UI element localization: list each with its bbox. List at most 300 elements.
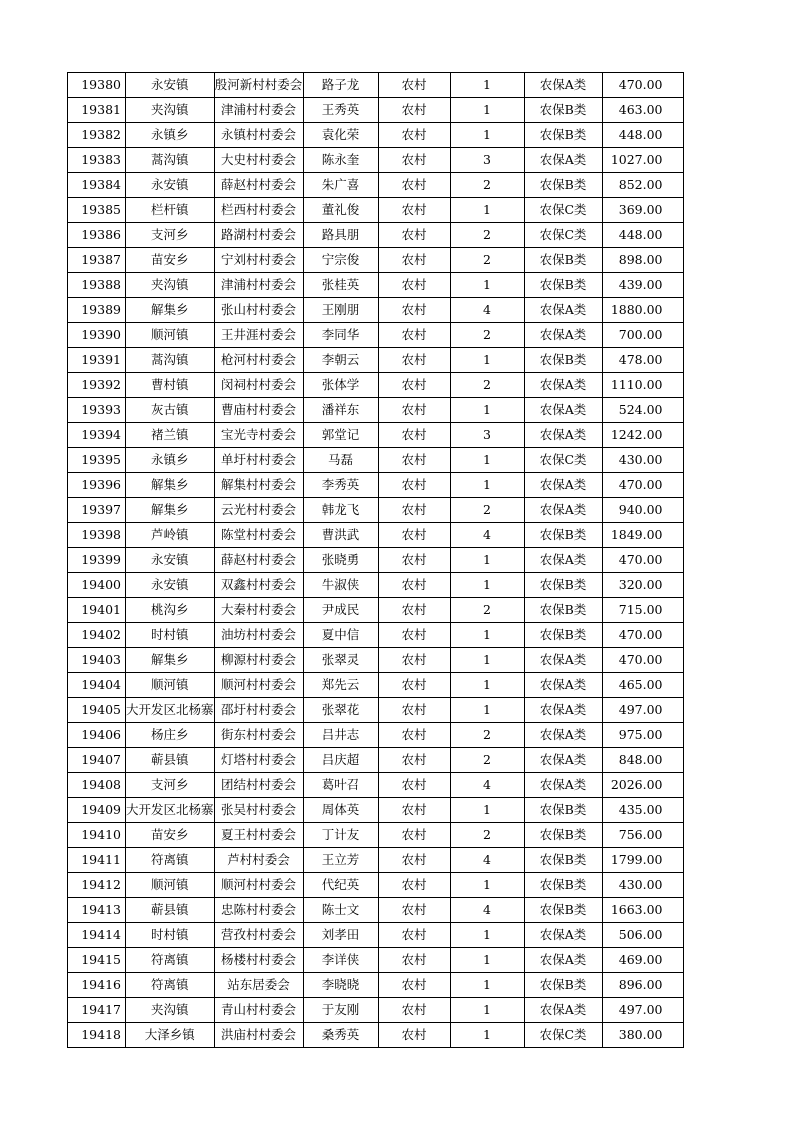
area-type-cell: 农村 bbox=[378, 873, 450, 898]
insurance-class-cell: 农保A类 bbox=[524, 373, 602, 398]
village-cell: 夏王村村委会 bbox=[214, 823, 303, 848]
village-cell: 洪庙村村委会 bbox=[214, 1023, 303, 1048]
household-count-cell: 2 bbox=[450, 723, 524, 748]
amount-cell: 975.00 bbox=[602, 723, 683, 748]
amount-cell: 430.00 bbox=[602, 448, 683, 473]
record-id: 19393 bbox=[68, 398, 126, 423]
table-row bbox=[68, 248, 684, 273]
person-name-cell: 路子龙 bbox=[303, 73, 378, 98]
town-cell: 夹沟镇 bbox=[126, 998, 215, 1023]
table-row bbox=[68, 323, 684, 348]
village-cell: 营孜村村委会 bbox=[214, 923, 303, 948]
insurance-class-cell: 农保B类 bbox=[524, 123, 602, 148]
village-cell: 青山村村委会 bbox=[214, 998, 303, 1023]
town-cell: 顺河镇 bbox=[126, 323, 215, 348]
person-name-cell: 李同华 bbox=[303, 323, 378, 348]
household-count-cell: 1 bbox=[450, 998, 524, 1023]
insurance-class-cell: 农保A类 bbox=[524, 673, 602, 698]
household-count-cell: 1 bbox=[450, 948, 524, 973]
table-row bbox=[68, 348, 684, 373]
town-cell: 解集乡 bbox=[126, 498, 215, 523]
record-id: 19408 bbox=[68, 773, 126, 798]
town-cell: 顺河镇 bbox=[126, 673, 215, 698]
town-cell: 大泽乡镇 bbox=[126, 1023, 215, 1048]
table-row bbox=[68, 623, 684, 648]
town-cell: 时村镇 bbox=[126, 923, 215, 948]
record-id: 19406 bbox=[68, 723, 126, 748]
household-count-cell: 1 bbox=[450, 873, 524, 898]
village-cell: 芦村村委会 bbox=[214, 848, 303, 873]
household-count-cell: 1 bbox=[450, 673, 524, 698]
area-type-cell: 农村 bbox=[378, 923, 450, 948]
town-cell: 支河乡 bbox=[126, 773, 215, 798]
amount-cell: 463.00 bbox=[602, 98, 683, 123]
amount-cell: 2026.00 bbox=[602, 773, 683, 798]
table-row bbox=[68, 273, 684, 298]
town-cell: 褚兰镇 bbox=[126, 423, 215, 448]
village-cell: 街东村村委会 bbox=[214, 723, 303, 748]
insurance-class-cell: 农保B类 bbox=[524, 823, 602, 848]
table-row bbox=[68, 723, 684, 748]
record-id: 19389 bbox=[68, 298, 126, 323]
table-row bbox=[68, 598, 684, 623]
record-id: 19391 bbox=[68, 348, 126, 373]
person-name-cell: 王立芳 bbox=[303, 848, 378, 873]
town-cell: 符离镇 bbox=[126, 973, 215, 998]
town-cell: 苗安乡 bbox=[126, 248, 215, 273]
table-row bbox=[68, 698, 684, 723]
insurance-class-cell: 农保A类 bbox=[524, 148, 602, 173]
insurance-class-cell: 农保B类 bbox=[524, 173, 602, 198]
table-row bbox=[68, 73, 684, 98]
town-cell: 永安镇 bbox=[126, 73, 215, 98]
village-cell: 路湖村村委会 bbox=[214, 223, 303, 248]
amount-cell: 852.00 bbox=[602, 173, 683, 198]
person-name-cell: 刘孝田 bbox=[303, 923, 378, 948]
village-cell: 单圩村村委会 bbox=[214, 448, 303, 473]
amount-cell: 470.00 bbox=[602, 623, 683, 648]
record-id: 19411 bbox=[68, 848, 126, 873]
village-cell: 津浦村村委会 bbox=[214, 273, 303, 298]
amount-cell: 435.00 bbox=[602, 798, 683, 823]
amount-cell: 380.00 bbox=[602, 1023, 683, 1048]
table-row bbox=[68, 898, 684, 923]
amount-cell: 470.00 bbox=[602, 648, 683, 673]
record-id: 19403 bbox=[68, 648, 126, 673]
person-name-cell: 宁宗俊 bbox=[303, 248, 378, 273]
person-name-cell: 韩龙飞 bbox=[303, 498, 378, 523]
table-row bbox=[68, 148, 684, 173]
household-count-cell: 1 bbox=[450, 348, 524, 373]
person-name-cell: 牛淑侠 bbox=[303, 573, 378, 598]
town-cell: 顺河镇 bbox=[126, 873, 215, 898]
town-cell: 大开发区北杨寨 bbox=[126, 798, 215, 823]
village-cell: 陈堂村村委会 bbox=[214, 523, 303, 548]
insurance-class-cell: 农保C类 bbox=[524, 1023, 602, 1048]
village-cell: 栏西村村委会 bbox=[214, 198, 303, 223]
person-name-cell: 张桂英 bbox=[303, 273, 378, 298]
table-row bbox=[68, 473, 684, 498]
insurance-class-cell: 农保A类 bbox=[524, 423, 602, 448]
village-cell: 站东居委会 bbox=[214, 973, 303, 998]
household-count-cell: 2 bbox=[450, 248, 524, 273]
insurance-class-cell: 农保A类 bbox=[524, 998, 602, 1023]
record-id: 19392 bbox=[68, 373, 126, 398]
person-name-cell: 李晓晓 bbox=[303, 973, 378, 998]
household-count-cell: 3 bbox=[450, 148, 524, 173]
area-type-cell: 农村 bbox=[378, 573, 450, 598]
table-row bbox=[68, 773, 684, 798]
area-type-cell: 农村 bbox=[378, 73, 450, 98]
insurance-class-cell: 农保B类 bbox=[524, 573, 602, 598]
area-type-cell: 农村 bbox=[378, 848, 450, 873]
table-row bbox=[68, 748, 684, 773]
amount-cell: 715.00 bbox=[602, 598, 683, 623]
household-count-cell: 1 bbox=[450, 448, 524, 473]
amount-cell: 898.00 bbox=[602, 248, 683, 273]
person-name-cell: 陈永奎 bbox=[303, 148, 378, 173]
area-type-cell: 农村 bbox=[378, 698, 450, 723]
area-type-cell: 农村 bbox=[378, 323, 450, 348]
village-cell: 宝光寺村委会 bbox=[214, 423, 303, 448]
person-name-cell: 李详侠 bbox=[303, 948, 378, 973]
village-cell: 张山村村委会 bbox=[214, 298, 303, 323]
area-type-cell: 农村 bbox=[378, 348, 450, 373]
table-row bbox=[68, 373, 684, 398]
record-id: 19400 bbox=[68, 573, 126, 598]
amount-cell: 940.00 bbox=[602, 498, 683, 523]
person-name-cell: 马磊 bbox=[303, 448, 378, 473]
record-id: 19407 bbox=[68, 748, 126, 773]
town-cell: 永镇乡 bbox=[126, 448, 215, 473]
household-count-cell: 1 bbox=[450, 648, 524, 673]
household-count-cell: 2 bbox=[450, 498, 524, 523]
record-id: 19413 bbox=[68, 898, 126, 923]
amount-cell: 470.00 bbox=[602, 73, 683, 98]
area-type-cell: 农村 bbox=[378, 398, 450, 423]
area-type-cell: 农村 bbox=[378, 123, 450, 148]
household-count-cell: 2 bbox=[450, 373, 524, 398]
area-type-cell: 农村 bbox=[378, 673, 450, 698]
household-count-cell: 1 bbox=[450, 273, 524, 298]
household-count-cell: 4 bbox=[450, 523, 524, 548]
record-id: 19396 bbox=[68, 473, 126, 498]
town-cell: 蕲县镇 bbox=[126, 898, 215, 923]
table-row bbox=[68, 948, 684, 973]
amount-cell: 478.00 bbox=[602, 348, 683, 373]
household-count-cell: 1 bbox=[450, 73, 524, 98]
village-cell: 顺河村村委会 bbox=[214, 873, 303, 898]
insurance-class-cell: 农保A类 bbox=[524, 298, 602, 323]
town-cell: 灰古镇 bbox=[126, 398, 215, 423]
village-cell: 闵祠村村委会 bbox=[214, 373, 303, 398]
household-count-cell: 4 bbox=[450, 773, 524, 798]
village-cell: 顺河村村委会 bbox=[214, 673, 303, 698]
insurance-class-cell: 农保B类 bbox=[524, 248, 602, 273]
town-cell: 永安镇 bbox=[126, 548, 215, 573]
table-row bbox=[68, 123, 684, 148]
record-id: 19390 bbox=[68, 323, 126, 348]
records-table bbox=[67, 72, 684, 1048]
amount-cell: 756.00 bbox=[602, 823, 683, 848]
area-type-cell: 农村 bbox=[378, 448, 450, 473]
area-type-cell: 农村 bbox=[378, 148, 450, 173]
table-row bbox=[68, 398, 684, 423]
town-cell: 曹村镇 bbox=[126, 373, 215, 398]
household-count-cell: 1 bbox=[450, 548, 524, 573]
person-name-cell: 尹成民 bbox=[303, 598, 378, 623]
person-name-cell: 曹洪武 bbox=[303, 523, 378, 548]
town-cell: 栏杆镇 bbox=[126, 198, 215, 223]
table-row bbox=[68, 198, 684, 223]
person-name-cell: 张体学 bbox=[303, 373, 378, 398]
amount-cell: 470.00 bbox=[602, 473, 683, 498]
village-cell: 云光村村委会 bbox=[214, 498, 303, 523]
town-cell: 苗安乡 bbox=[126, 823, 215, 848]
area-type-cell: 农村 bbox=[378, 373, 450, 398]
village-cell: 薛赵村村委会 bbox=[214, 173, 303, 198]
table-row bbox=[68, 298, 684, 323]
person-name-cell: 张翠灵 bbox=[303, 648, 378, 673]
table-row bbox=[68, 823, 684, 848]
person-name-cell: 李秀英 bbox=[303, 473, 378, 498]
area-type-cell: 农村 bbox=[378, 423, 450, 448]
town-cell: 蕲县镇 bbox=[126, 748, 215, 773]
record-id: 19405 bbox=[68, 698, 126, 723]
household-count-cell: 1 bbox=[450, 623, 524, 648]
town-cell: 永镇乡 bbox=[126, 123, 215, 148]
table-row bbox=[68, 648, 684, 673]
person-name-cell: 张晓勇 bbox=[303, 548, 378, 573]
village-cell: 津浦村村委会 bbox=[214, 98, 303, 123]
town-cell: 符离镇 bbox=[126, 848, 215, 873]
amount-cell: 448.00 bbox=[602, 123, 683, 148]
amount-cell: 448.00 bbox=[602, 223, 683, 248]
person-name-cell: 陈士文 bbox=[303, 898, 378, 923]
household-count-cell: 2 bbox=[450, 598, 524, 623]
household-count-cell: 1 bbox=[450, 798, 524, 823]
amount-cell: 848.00 bbox=[602, 748, 683, 773]
record-id: 19386 bbox=[68, 223, 126, 248]
household-count-cell: 2 bbox=[450, 323, 524, 348]
record-id: 19402 bbox=[68, 623, 126, 648]
area-type-cell: 农村 bbox=[378, 198, 450, 223]
person-name-cell: 郑先云 bbox=[303, 673, 378, 698]
person-name-cell: 于友刚 bbox=[303, 998, 378, 1023]
insurance-class-cell: 农保A类 bbox=[524, 398, 602, 423]
household-count-cell: 2 bbox=[450, 823, 524, 848]
village-cell: 大秦村村委会 bbox=[214, 598, 303, 623]
area-type-cell: 农村 bbox=[378, 723, 450, 748]
record-id: 19414 bbox=[68, 923, 126, 948]
area-type-cell: 农村 bbox=[378, 623, 450, 648]
amount-cell: 896.00 bbox=[602, 973, 683, 998]
insurance-class-cell: 农保B类 bbox=[524, 98, 602, 123]
amount-cell: 439.00 bbox=[602, 273, 683, 298]
insurance-class-cell: 农保B类 bbox=[524, 898, 602, 923]
household-count-cell: 1 bbox=[450, 473, 524, 498]
area-type-cell: 农村 bbox=[378, 273, 450, 298]
amount-cell: 320.00 bbox=[602, 573, 683, 598]
household-count-cell: 3 bbox=[450, 423, 524, 448]
village-cell: 枪河村村委会 bbox=[214, 348, 303, 373]
area-type-cell: 农村 bbox=[378, 248, 450, 273]
village-cell: 殷河新村村委会 bbox=[214, 73, 303, 98]
table-row bbox=[68, 448, 684, 473]
insurance-class-cell: 农保C类 bbox=[524, 448, 602, 473]
table-row bbox=[68, 173, 684, 198]
area-type-cell: 农村 bbox=[378, 773, 450, 798]
area-type-cell: 农村 bbox=[378, 798, 450, 823]
town-cell: 夹沟镇 bbox=[126, 273, 215, 298]
amount-cell: 430.00 bbox=[602, 873, 683, 898]
person-name-cell: 郭堂记 bbox=[303, 423, 378, 448]
area-type-cell: 农村 bbox=[378, 973, 450, 998]
area-type-cell: 农村 bbox=[378, 173, 450, 198]
insurance-class-cell: 农保B类 bbox=[524, 973, 602, 998]
table-row bbox=[68, 798, 684, 823]
amount-cell: 700.00 bbox=[602, 323, 683, 348]
amount-cell: 1663.00 bbox=[602, 898, 683, 923]
village-cell: 永镇村村委会 bbox=[214, 123, 303, 148]
insurance-class-cell: 农保A类 bbox=[524, 473, 602, 498]
record-id: 19381 bbox=[68, 98, 126, 123]
table-row bbox=[68, 1023, 684, 1048]
record-id: 19401 bbox=[68, 598, 126, 623]
person-name-cell: 夏中信 bbox=[303, 623, 378, 648]
person-name-cell: 路具朋 bbox=[303, 223, 378, 248]
household-count-cell: 2 bbox=[450, 223, 524, 248]
town-cell: 符离镇 bbox=[126, 948, 215, 973]
person-name-cell: 代纪英 bbox=[303, 873, 378, 898]
village-cell: 柳源村村委会 bbox=[214, 648, 303, 673]
table-row bbox=[68, 423, 684, 448]
amount-cell: 465.00 bbox=[602, 673, 683, 698]
record-id: 19410 bbox=[68, 823, 126, 848]
record-id: 19417 bbox=[68, 998, 126, 1023]
town-cell: 蒿沟镇 bbox=[126, 148, 215, 173]
amount-cell: 369.00 bbox=[602, 198, 683, 223]
insurance-class-cell: 农保B类 bbox=[524, 798, 602, 823]
area-type-cell: 农村 bbox=[378, 823, 450, 848]
village-cell: 大史村村委会 bbox=[214, 148, 303, 173]
area-type-cell: 农村 bbox=[378, 548, 450, 573]
village-cell: 灯塔村村委会 bbox=[214, 748, 303, 773]
table-row bbox=[68, 523, 684, 548]
household-count-cell: 1 bbox=[450, 98, 524, 123]
village-cell: 忠陈村村委会 bbox=[214, 898, 303, 923]
person-name-cell: 王秀英 bbox=[303, 98, 378, 123]
village-cell: 邵圩村村委会 bbox=[214, 698, 303, 723]
table-row bbox=[68, 98, 684, 123]
table-body bbox=[68, 73, 684, 1048]
household-count-cell: 4 bbox=[450, 848, 524, 873]
record-id: 19387 bbox=[68, 248, 126, 273]
area-type-cell: 农村 bbox=[378, 748, 450, 773]
household-count-cell: 1 bbox=[450, 398, 524, 423]
insurance-class-cell: 农保A类 bbox=[524, 948, 602, 973]
town-cell: 杨庄乡 bbox=[126, 723, 215, 748]
person-name-cell: 董礼俊 bbox=[303, 198, 378, 223]
town-cell: 蒿沟镇 bbox=[126, 348, 215, 373]
insurance-class-cell: 农保A类 bbox=[524, 498, 602, 523]
record-id: 19418 bbox=[68, 1023, 126, 1048]
area-type-cell: 农村 bbox=[378, 498, 450, 523]
person-name-cell: 吕井志 bbox=[303, 723, 378, 748]
village-cell: 油坊村村委会 bbox=[214, 623, 303, 648]
record-id: 19383 bbox=[68, 148, 126, 173]
town-cell: 解集乡 bbox=[126, 648, 215, 673]
person-name-cell: 袁化荣 bbox=[303, 123, 378, 148]
record-id: 19416 bbox=[68, 973, 126, 998]
town-cell: 桃沟乡 bbox=[126, 598, 215, 623]
household-count-cell: 1 bbox=[450, 923, 524, 948]
table-row bbox=[68, 998, 684, 1023]
insurance-class-cell: 农保B类 bbox=[524, 873, 602, 898]
person-name-cell: 李朝云 bbox=[303, 348, 378, 373]
record-id: 19398 bbox=[68, 523, 126, 548]
town-cell: 大开发区北杨寨 bbox=[126, 698, 215, 723]
table-row bbox=[68, 848, 684, 873]
insurance-class-cell: 农保A类 bbox=[524, 773, 602, 798]
table-row bbox=[68, 673, 684, 698]
insurance-class-cell: 农保A类 bbox=[524, 323, 602, 348]
village-cell: 薛赵村村委会 bbox=[214, 548, 303, 573]
town-cell: 支河乡 bbox=[126, 223, 215, 248]
household-count-cell: 1 bbox=[450, 123, 524, 148]
person-name-cell: 王刚朋 bbox=[303, 298, 378, 323]
household-count-cell: 2 bbox=[450, 173, 524, 198]
household-count-cell: 2 bbox=[450, 748, 524, 773]
person-name-cell: 葛叶召 bbox=[303, 773, 378, 798]
village-cell: 张吴村村委会 bbox=[214, 798, 303, 823]
record-id: 19384 bbox=[68, 173, 126, 198]
amount-cell: 1799.00 bbox=[602, 848, 683, 873]
insurance-class-cell: 农保B类 bbox=[524, 523, 602, 548]
insurance-class-cell: 农保B类 bbox=[524, 348, 602, 373]
town-cell: 永安镇 bbox=[126, 573, 215, 598]
amount-cell: 470.00 bbox=[602, 548, 683, 573]
amount-cell: 497.00 bbox=[602, 698, 683, 723]
household-count-cell: 1 bbox=[450, 198, 524, 223]
table-row bbox=[68, 573, 684, 598]
area-type-cell: 农村 bbox=[378, 898, 450, 923]
amount-cell: 497.00 bbox=[602, 998, 683, 1023]
area-type-cell: 农村 bbox=[378, 948, 450, 973]
area-type-cell: 农村 bbox=[378, 98, 450, 123]
village-cell: 杨楼村村委会 bbox=[214, 948, 303, 973]
record-id: 19388 bbox=[68, 273, 126, 298]
town-cell: 时村镇 bbox=[126, 623, 215, 648]
record-id: 19415 bbox=[68, 948, 126, 973]
village-cell: 宁刘村村委会 bbox=[214, 248, 303, 273]
amount-cell: 1242.00 bbox=[602, 423, 683, 448]
amount-cell: 469.00 bbox=[602, 948, 683, 973]
town-cell: 芦岭镇 bbox=[126, 523, 215, 548]
amount-cell: 506.00 bbox=[602, 923, 683, 948]
insurance-class-cell: 农保C类 bbox=[524, 223, 602, 248]
insurance-class-cell: 农保A类 bbox=[524, 698, 602, 723]
insurance-class-cell: 农保B类 bbox=[524, 273, 602, 298]
amount-cell: 524.00 bbox=[602, 398, 683, 423]
record-id: 19380 bbox=[68, 73, 126, 98]
record-id: 19394 bbox=[68, 423, 126, 448]
insurance-class-cell: 农保B类 bbox=[524, 598, 602, 623]
village-cell: 王井涯村委会 bbox=[214, 323, 303, 348]
household-count-cell: 1 bbox=[450, 698, 524, 723]
table-row bbox=[68, 223, 684, 248]
insurance-class-cell: 农保B类 bbox=[524, 623, 602, 648]
